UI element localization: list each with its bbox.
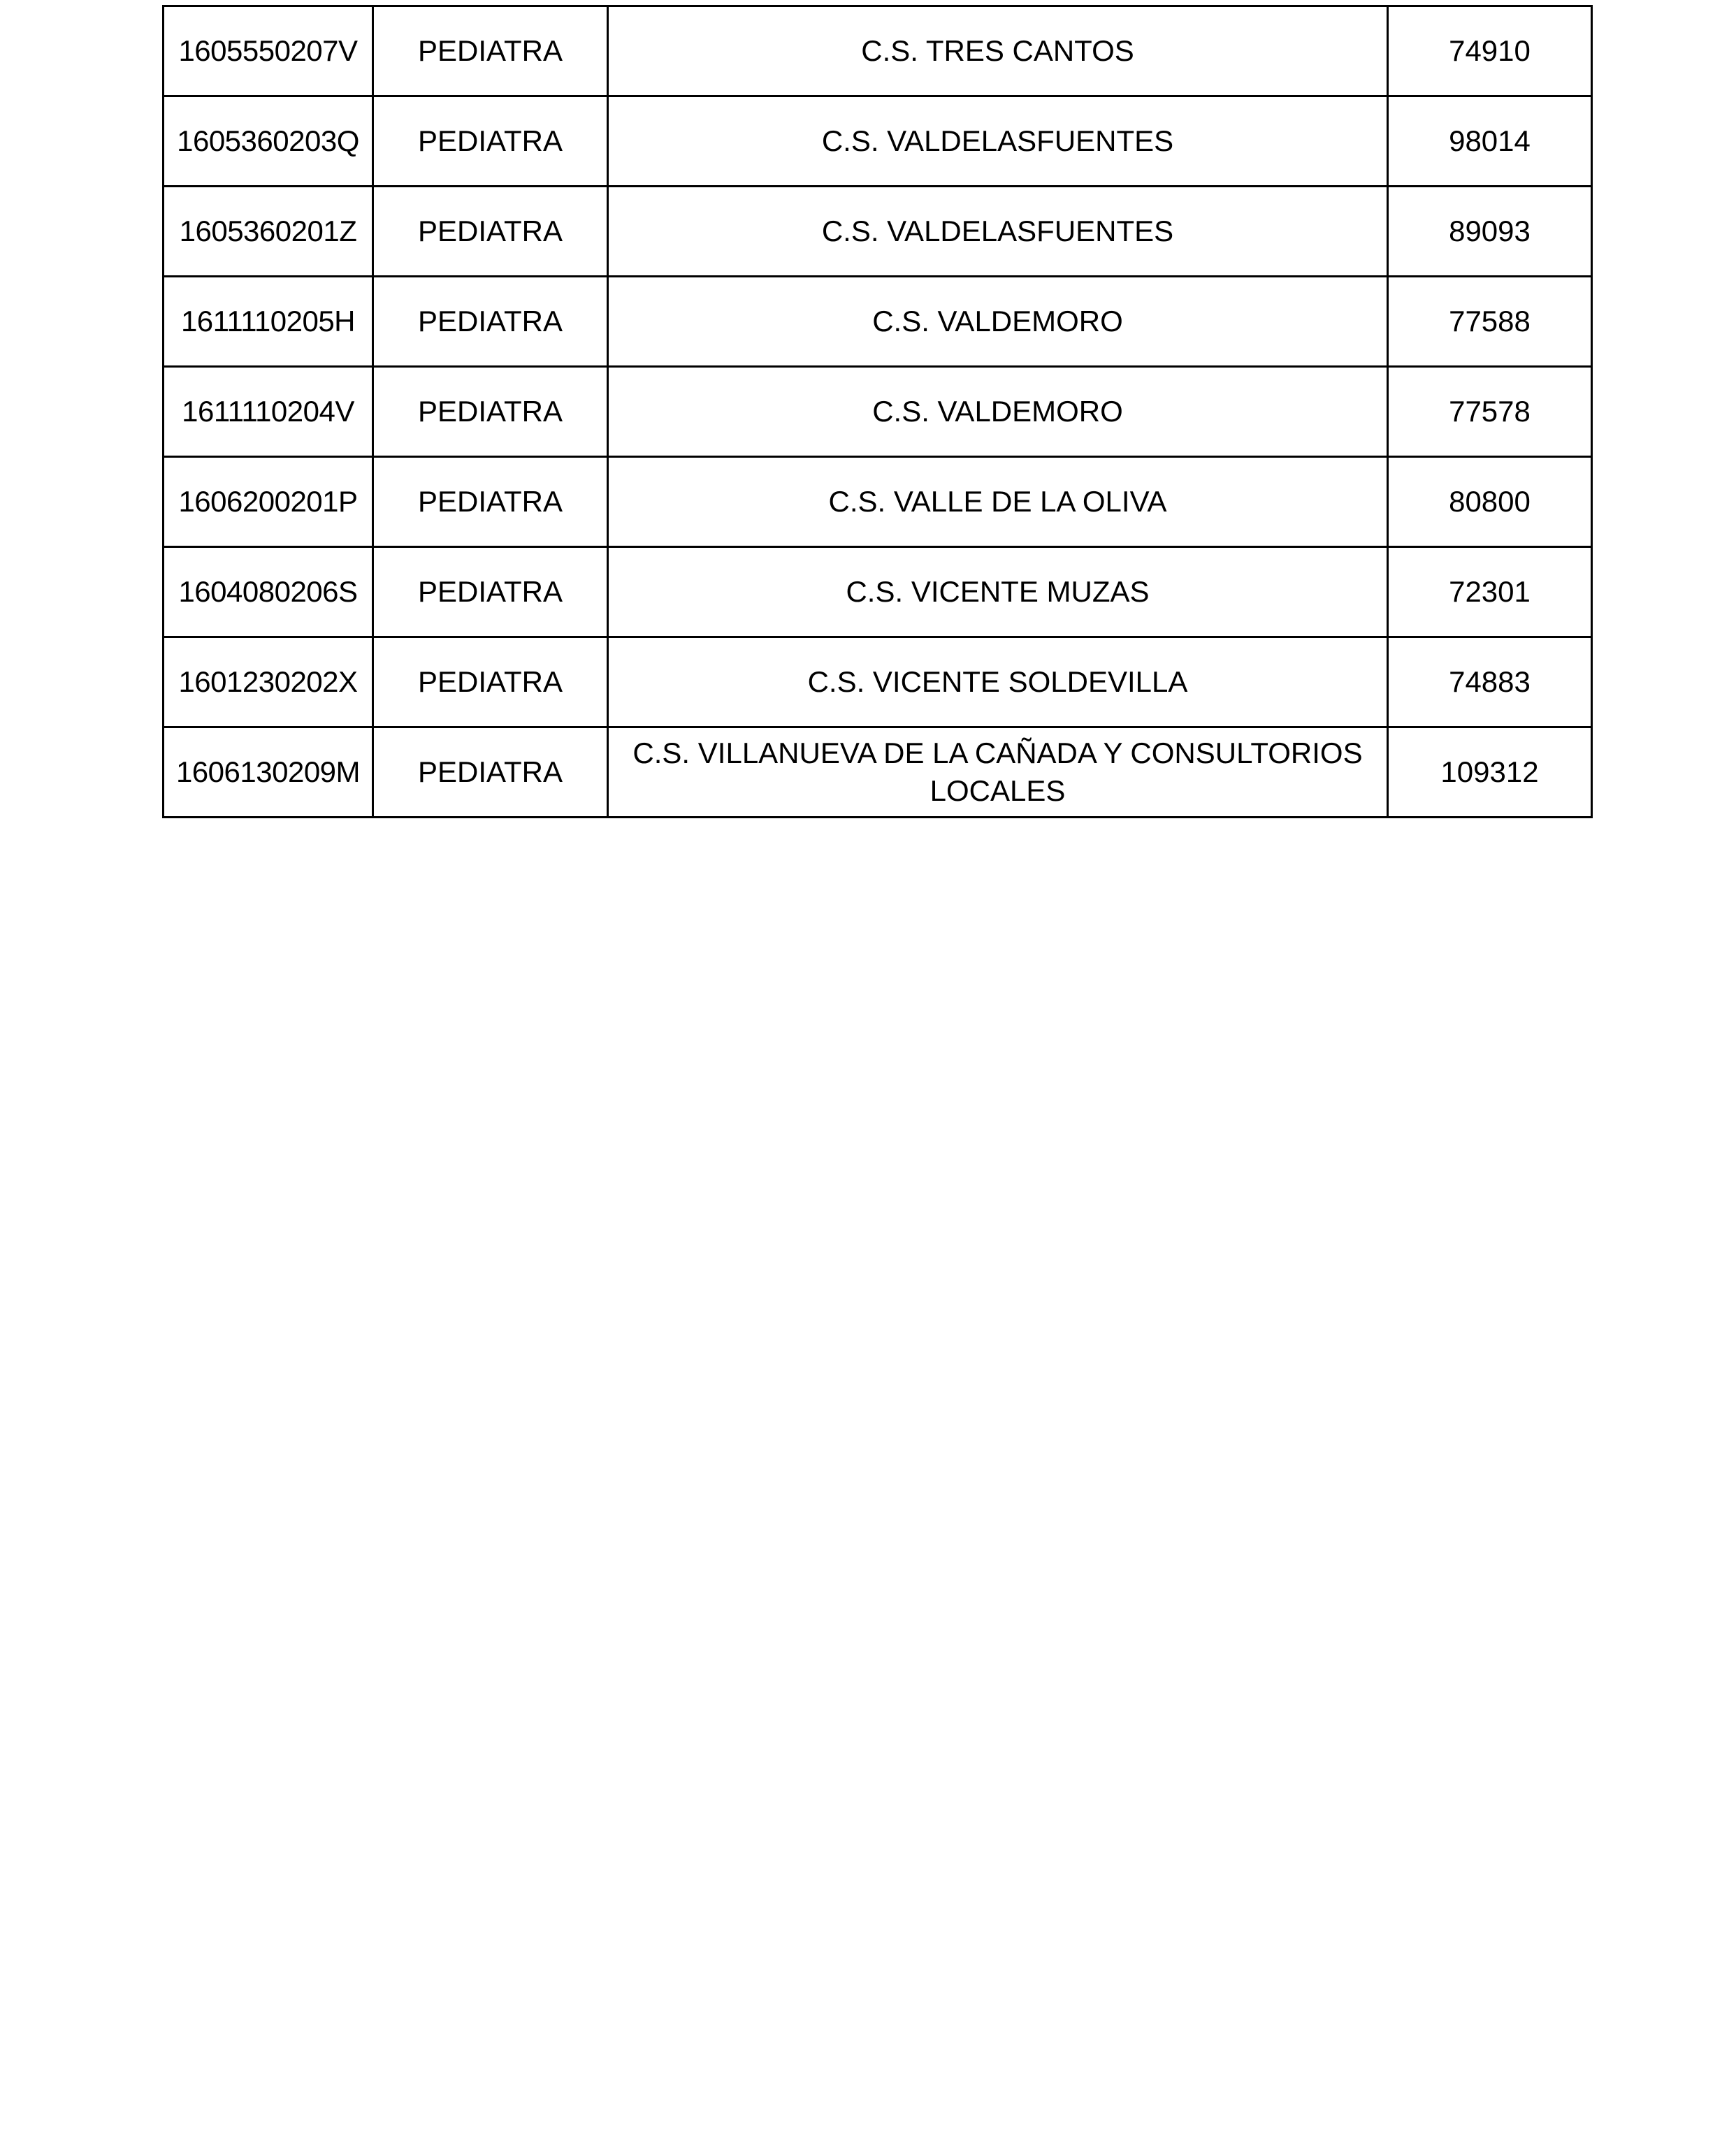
table-row	[164, 727, 1592, 818]
positions-table	[162, 5, 1593, 818]
cell-category: PEDIATRA	[373, 457, 608, 547]
cell-centre: C.S. VALLE DE LA OLIVA	[608, 457, 1388, 547]
cell-category: PEDIATRA	[373, 547, 608, 637]
cell-code: 1611110205H	[164, 277, 373, 367]
cell-number: 77588	[1388, 277, 1592, 367]
cell-centre: C.S. VALDELASFUENTES	[608, 187, 1388, 277]
cell-code: 1605360203Q	[164, 96, 373, 187]
cell-category: PEDIATRA	[373, 96, 608, 187]
table-row	[164, 457, 1592, 547]
cell-number: 89093	[1388, 187, 1592, 277]
cell-number: 77578	[1388, 367, 1592, 457]
cell-centre: C.S. VALDEMORO	[608, 367, 1388, 457]
cell-centre: C.S. VILLANUEVA DE LA CAÑADA Y CONSULTORIOS LOCALES	[608, 727, 1388, 818]
table-row	[164, 277, 1592, 367]
cell-number: 80800	[1388, 457, 1592, 547]
cell-number: 109312	[1388, 727, 1592, 818]
cell-centre: C.S. VICENTE SOLDEVILLA	[608, 637, 1388, 727]
cell-number: 74910	[1388, 6, 1592, 96]
cell-centre: C.S. VICENTE MUZAS	[608, 547, 1388, 637]
cell-category: PEDIATRA	[373, 637, 608, 727]
cell-centre: C.S. VALDELASFUENTES	[608, 96, 1388, 187]
table-row	[164, 367, 1592, 457]
table-row	[164, 547, 1592, 637]
table-row	[164, 6, 1592, 96]
cell-code: 1604080206S	[164, 547, 373, 637]
cell-code: 1601230202X	[164, 637, 373, 727]
cell-code: 1611110204V	[164, 367, 373, 457]
table-row	[164, 637, 1592, 727]
table-row	[164, 96, 1592, 187]
cell-code: 1606200201P	[164, 457, 373, 547]
cell-code: 1605550207V	[164, 6, 373, 96]
cell-category: PEDIATRA	[373, 727, 608, 818]
cell-category: PEDIATRA	[373, 187, 608, 277]
cell-code: 1606130209M	[164, 727, 373, 818]
cell-centre: C.S. VALDEMORO	[608, 277, 1388, 367]
cell-number: 98014	[1388, 96, 1592, 187]
cell-code: 1605360201Z	[164, 187, 373, 277]
table-row	[164, 187, 1592, 277]
cell-category: PEDIATRA	[373, 6, 608, 96]
cell-number: 72301	[1388, 547, 1592, 637]
cell-centre: C.S. TRES CANTOS	[608, 6, 1388, 96]
cell-category: PEDIATRA	[373, 277, 608, 367]
cell-number: 74883	[1388, 637, 1592, 727]
cell-category: PEDIATRA	[373, 367, 608, 457]
